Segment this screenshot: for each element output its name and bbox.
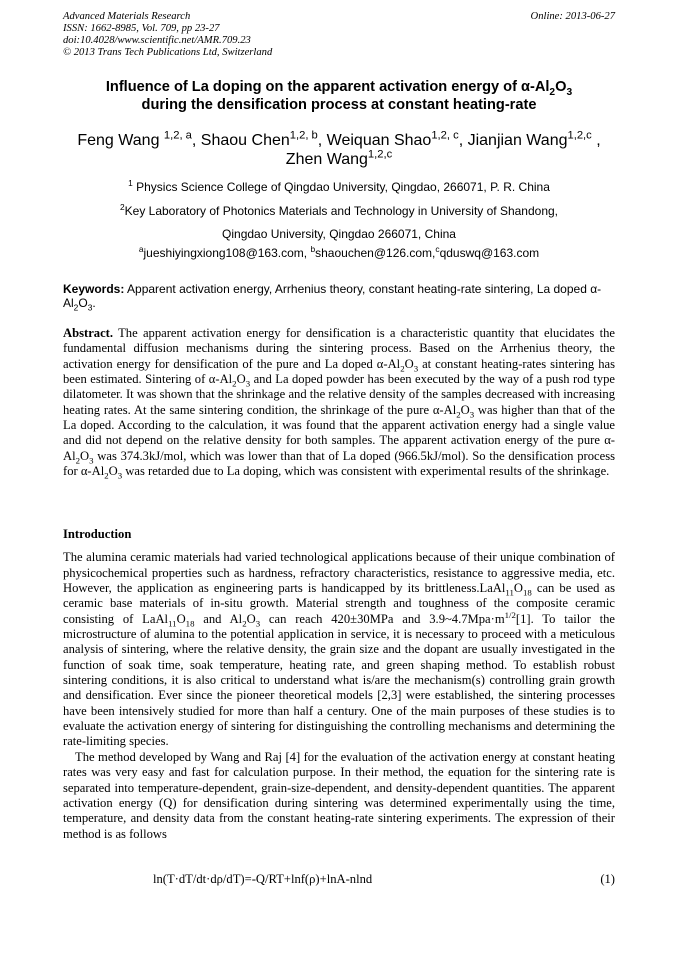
subscript: 3 bbox=[469, 409, 475, 420]
subscript: 2 bbox=[242, 618, 247, 629]
subscript: 3 bbox=[255, 618, 261, 629]
subscript: 2 bbox=[456, 409, 461, 420]
journal-info bbox=[63, 11, 272, 59]
paragraph: The alumina ceramic materials had varied technological applications because of their unique combination of physicochemical properties such as hardness, refractory characteristics, resistance to aggressive media, etc. However, the application as engineering parts is handicapped by its $brittleness.LaAl_{11}O_{18}$ can be used as ceramic base materials of in-situ growth. Material strength and toughness of the composite ceramic consisting of $LaAl_{11}O_{18}$ and $Al_2O_3$ can reach 420±30MPa and $3.9\sim 4.7Mpa\cdot m^{1/2}[1]$. To tailor the microstructure of alumina to the potential application in service, it is necessary to proceed with a meticulous analysis of sintering, where the relative density, the grain size and the dopant are usually investigated in the function of soak time, soak temperature, heating rate, and green shaping method. To establish robust sintering conditions, it is also critical to understand what is/are the mechanism(s) controlling grain growth and densification. Ever since the pioneer theoretical models [2,3] were established, the sintering processes have been intensively studied for more than half a century. One of the main purposes of these studies is to evaluate the activation energy of sintering for distinguishing the controlling mechanisms and determining the rate-limiting species. bbox=[63, 550, 615, 749]
abstract bbox=[63, 326, 615, 479]
paper-title bbox=[40, 78, 638, 114]
abstract-text: The apparent activation energy for densification is a characteristic quantity that elucidates the fundamental diffusion mechanisms during the sintering process. Based on the Arrhenius theory, the activation energy for densification of the pure and La doped $\alpha-Al_2O_3$ at constant heating-rates sintering has been estimated. Sintering of $\alpha-Al_2O_3$ and La doped powder has been executed by the way of a push rod type dilatometer. It was shown that the shrinkage and the relative density of the samples decreased with increasing heating rates. At the same sintering condition, the shrinkage of the pure $\alpha-Al_2O_3$ was higher than that of the La doped. According to the calculation, it was found that the apparent activation energy had a single value and did not depend on the relative density for both samples. The apparent activation energy of the pure $\alpha-Al_2O_3$ was 374.3kJ/mol, which was lower than that of La doped (966.5kJ/mol). So the densification process for $\alpha-Al_2O_3$ was retarded due to La doping, which was consistent with experimental results of the shrinkage. bbox=[63, 326, 615, 481]
paragraph: The method developed by Wang and Raj [4] for the evaluation of the activation energy at constant heating rates was very easy and fast for calculation purpose. In their method, the equation for the sintering rate is separated into temperature-dependent, grain-size-dependent, and density-dependent quantities. The apparent activation energy (Q) for densification during sintering was determined experimentally using the time, temperature, and density data from the constant heating-rate sintering experiments. The expression of their method is as follows bbox=[63, 749, 615, 841]
subscript: 2 bbox=[549, 86, 556, 98]
affiliation-1: $^1$ Physics Science College of Qingdao University, Qingdao, 266071, P. R. China bbox=[128, 178, 550, 194]
superscript: 1/2 bbox=[504, 609, 516, 620]
subscript: 3 bbox=[89, 455, 94, 466]
superscript: 2 bbox=[119, 202, 125, 212]
superscript: 1,2,c bbox=[567, 129, 592, 142]
equation-text: ln(T·dT/dt·dρ/dT)=-Q/RT+lnf(ρ)+lnA-nlnd bbox=[153, 872, 373, 886]
title-line: during the densification process at constant heating-rate bbox=[141, 97, 537, 113]
superscript: 1,2,c bbox=[367, 148, 393, 161]
keywords-label: Keywords: bbox=[63, 282, 125, 296]
superscript: 1,2, c bbox=[431, 129, 459, 142]
subscript: 18 bbox=[185, 618, 195, 629]
keywords-text: Apparent activation energy, Arrhenius theory, constant heating-rate sintering, La doped $\alpha-Al_2O_3$. bbox=[63, 282, 602, 313]
equation-number: (1) bbox=[600, 872, 615, 886]
journal-issn: ISSN: 1662-8985, Vol. 709, pp 23-27 bbox=[63, 23, 220, 34]
superscript: c bbox=[435, 244, 440, 254]
author-emails: $^a$jueshiyingxiong108@163.com, $^b$shaouchen@126.com,$^c$qduswq@163.com bbox=[138, 244, 540, 260]
subscript: 18 bbox=[523, 587, 532, 598]
subscript: 2 bbox=[73, 302, 79, 313]
journal-doi: doi:10.4028/www.scientific.net/AMR.709.23 bbox=[63, 35, 251, 46]
section-heading: Introduction bbox=[63, 527, 132, 541]
subscript: 11 bbox=[168, 618, 177, 629]
subscript: 3 bbox=[245, 378, 251, 389]
subscript: 3 bbox=[87, 302, 93, 313]
subscript: 3 bbox=[117, 470, 123, 481]
subscript: 3 bbox=[413, 363, 419, 374]
online-date: Online: 2013-06-27 bbox=[530, 11, 615, 22]
superscript: 1 bbox=[128, 178, 133, 188]
affiliation-2-cont: Qingdao University, Qingdao 266071, China bbox=[222, 227, 456, 241]
subscript: 2 bbox=[400, 363, 405, 374]
author-list bbox=[40, 131, 638, 169]
subscript: 2 bbox=[75, 455, 80, 466]
affiliation-2: $^2$Key Laboratory of Photonics Materials and Technology in University of Shandong, bbox=[119, 202, 559, 218]
authors-line: Feng Wang $^{1,2, a}$, Shaou Chen$^{1,2, b}$, Weiquan Shao$^{1,2, c}$, Jianjian Wang$^{1,2,c}$ , bbox=[77, 129, 601, 149]
abstract-label: Abstract. bbox=[63, 326, 114, 340]
introduction-section bbox=[63, 527, 615, 842]
keywords bbox=[63, 282, 615, 313]
subscript: 2 bbox=[232, 378, 237, 389]
subscript: 3 bbox=[566, 86, 573, 98]
subscript: 2 bbox=[104, 470, 109, 481]
journal-copyright: © 2013 Trans Tech Publications Ltd, Switzerland bbox=[63, 47, 273, 58]
superscript: a bbox=[138, 244, 144, 254]
superscript: 1,2, a bbox=[163, 129, 192, 142]
journal-name: Advanced Materials Research bbox=[63, 11, 191, 22]
superscript: b bbox=[310, 244, 316, 254]
title-line: Influence of La doping on the apparent activation energy of $\alpha-Al_2O_3$ bbox=[105, 79, 573, 98]
superscript: 1,2, b bbox=[289, 129, 318, 142]
authors-line: Zhen Wang$^{1,2,c}$ bbox=[285, 148, 393, 168]
subscript: 11 bbox=[505, 587, 514, 598]
